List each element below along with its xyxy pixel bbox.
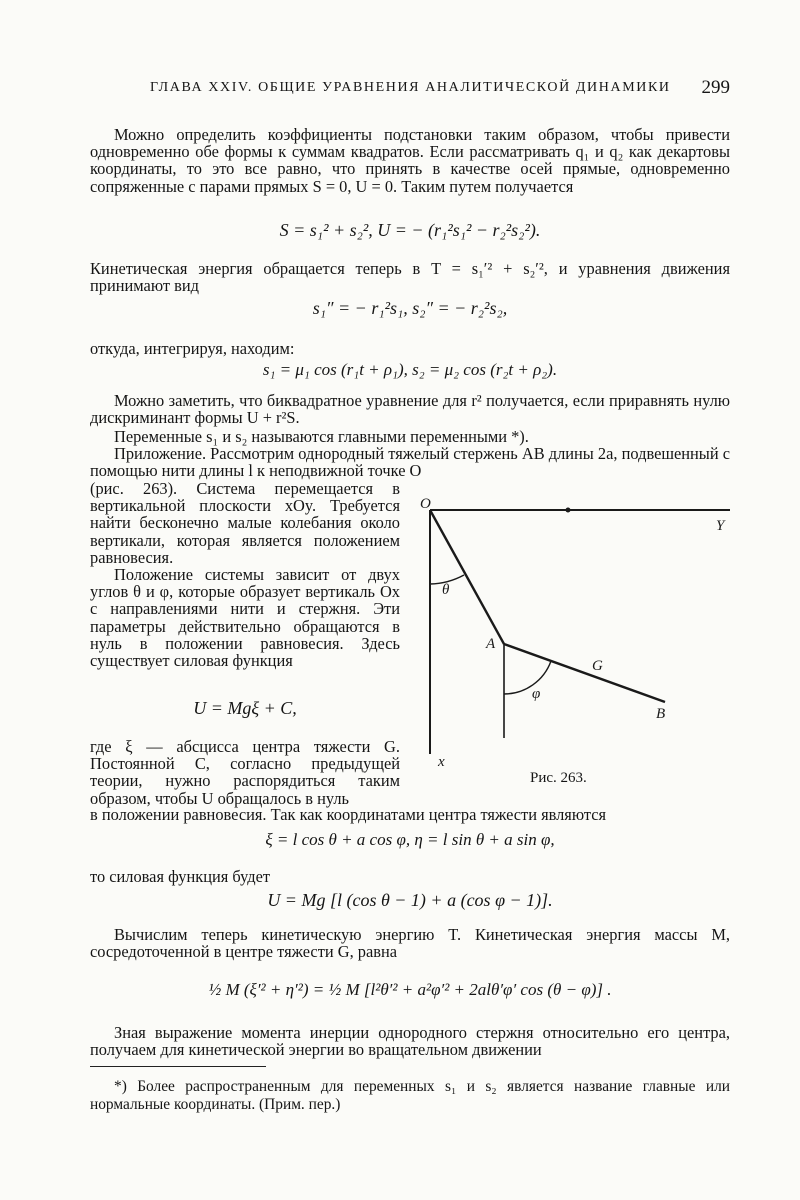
chapter-title: ГЛАВА XXIV. ОБЩИЕ УРАВНЕНИЯ АНАЛИТИЧЕСКОЙ ДИНАМИКИ [150, 80, 671, 95]
footnote-rule [90, 1066, 266, 1067]
label-o: O [420, 496, 431, 512]
page-number: 299 [701, 77, 730, 98]
paragraph-1: Можно определить коэффициенты подстановки таким образом, чтобы привести одновременно обе формы к суммам квадратов. Если рассматривать q₁ и q₂ как декартовы координаты, то это все равно, что принять в качестве осей прямые, одновременно сопряженные с парами прямых S = 0, U = 0. Таким путем получается [90, 125, 730, 196]
equation-1: S = s₁² + s₂², U = − (r₁²s₁² − r₂²s₂²). [279, 220, 541, 240]
paragraph-2: Кинетическая энергия обращается теперь в T = s₁′² + s₂′², и уравнения движения принимают вид [90, 259, 730, 296]
label-y: Y [716, 518, 725, 534]
label-b: B [656, 706, 666, 722]
paragraph-6: Приложение. Рассмотрим однородный тяжелый стержень AB длины 2a, подвешенный с помощью нити длины l к неподвижной точке O [90, 444, 730, 481]
axis-point [566, 508, 571, 513]
column-paragraph-3: где ξ — абсцисса центра тяжести G. Постоянной C, согласно предыдущей теории, нужно распорядиться таким образом, чтобы U обращалось в нуль [90, 737, 400, 808]
column-paragraph-2: Положение системы зависит от двух углов θ и φ, которые образует вертикаль Ox с направлениями нити и стержня. Эти параметры действительно обращаются в нуль в положении равновесия. Здесь существует силовая функция [90, 565, 400, 671]
paragraph-4: Можно заметить, что биквадратное уравнение для r² получается, если приравнять нулю дискриминант формы U + r²S. [90, 391, 730, 428]
label-x: x [438, 754, 445, 770]
column-paragraph-1: (рис. 263). Система перемещается в вертикальной плоскости xOy. Требуется найти бесконечно малые колебания около вертикали, которая является положением равновесия. [90, 479, 400, 567]
equation-2: s₁″ = − r₁²s₁, s₂″ = − r₂²s₂, [312, 298, 508, 318]
label-phi: φ [532, 686, 541, 702]
paragraph-7: в положении равновесия. Так как координатами центра тяжести являются [90, 805, 607, 824]
thread-oa [430, 510, 504, 644]
rod-ab [504, 644, 665, 702]
paragraph-9: Вычислим теперь кинетическую энергию T. Кинетическая энергия массы M, сосредоточенной в центре тяжести G, равна [90, 925, 730, 962]
paragraph-5: Переменные s₁ и s₂ называются главными переменными *). [114, 427, 529, 446]
paragraph-10: Зная выражение момента инерции однородного стержня относительно его центра, получаем для кинетической энергии во вращательном движении [90, 1023, 730, 1060]
footnote: *) Более распространенным для переменных s₁ и s₂ является название главные или нормальные координаты. (Прим. пер.) [90, 1078, 730, 1113]
paragraph-8: то силовая функция будет [90, 867, 271, 886]
paragraph-3: откуда, интегрируя, находим: [90, 339, 295, 358]
label-theta: θ [442, 582, 450, 598]
label-a: A [486, 636, 496, 652]
figure-263 [420, 496, 750, 786]
label-g: G [592, 658, 603, 674]
phi-arc [504, 661, 551, 694]
equation-4: U = Mgξ + C, [193, 698, 297, 718]
equation-5: ξ = l cos θ + a cos φ, η = l sin θ + a sin φ, [265, 830, 555, 849]
figure-caption: Рис. 263. [530, 770, 587, 786]
running-header [150, 77, 730, 98]
equation-7: ½ M (ξ′² + η′²) = ½ M [l²θ′² + a²φ′² + 2alθ′φ′ cos (θ − φ)] . [208, 980, 612, 999]
equation-6: U = Mg [l (cos θ − 1) + a (cos φ − 1)]. [267, 890, 553, 910]
equation-3: s₁ = μ₁ cos (r₁t + ρ₁), s₂ = μ₂ cos (r₂t + ρ₂). [262, 360, 558, 379]
